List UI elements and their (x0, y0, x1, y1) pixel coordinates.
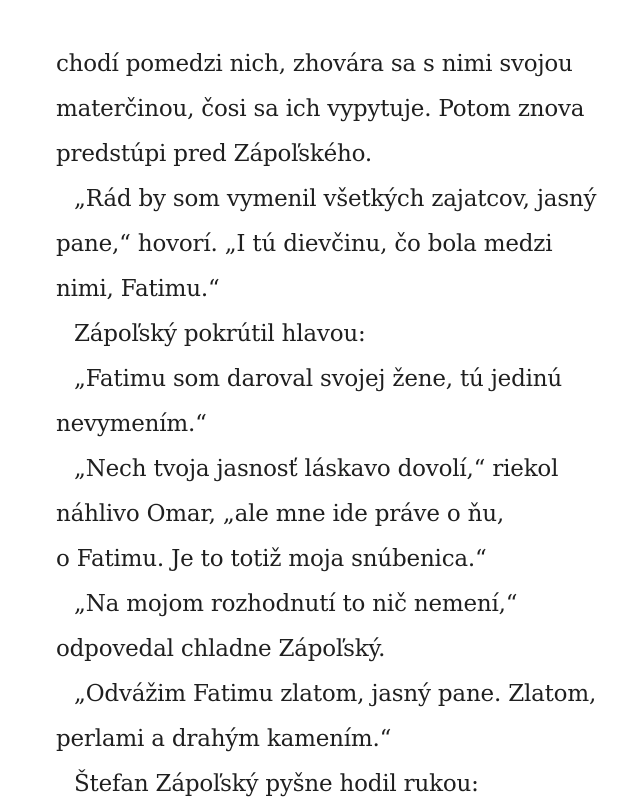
text-line: „Rád by som vymenil všetkých zajatcov, jasný (74, 186, 597, 212)
text-line: chodí pomedzi nich, zhovára sa s nimi svojou (56, 51, 573, 77)
text-line: odpovedal chladne Zápoľský. (56, 636, 386, 662)
text-line: Štefan Zápoľský pyšne hodil rukou: (74, 771, 479, 797)
text-line: nimi, Fatimu.“ (56, 276, 220, 302)
text-line: o Fatimu. Je to totiž moja snúbenica.“ (56, 546, 487, 572)
text-line: „Fatimu som daroval svojej žene, tú jedinú (74, 366, 562, 392)
text-line: perlami a drahým kamením.“ (56, 726, 392, 752)
text-line: „Na mojom rozhodnutí to nič nemení,“ (74, 591, 518, 617)
book-page-text (56, 42, 596, 807)
text-line: pane,“ hovorí. „I tú dievčinu, čo bola medzi (56, 231, 553, 257)
text-line: „Nech tvoja jasnosť láskavo dovolí,“ riekol (74, 456, 559, 482)
text-line: materčinou, čosi sa ich vypytuje. Potom znova (56, 96, 585, 122)
text-line: nevymením.“ (56, 411, 207, 437)
text-line: „Odvážim Fatimu zlatom, jasný pane. Zlatom, (74, 681, 597, 707)
text-line: náhlivo Omar, „ale mne ide práve o ňu, (56, 501, 504, 527)
text-line: Zápoľský pokrútil hlavou: (74, 321, 366, 347)
text-line: predstúpi pred Zápoľského. (56, 141, 373, 167)
